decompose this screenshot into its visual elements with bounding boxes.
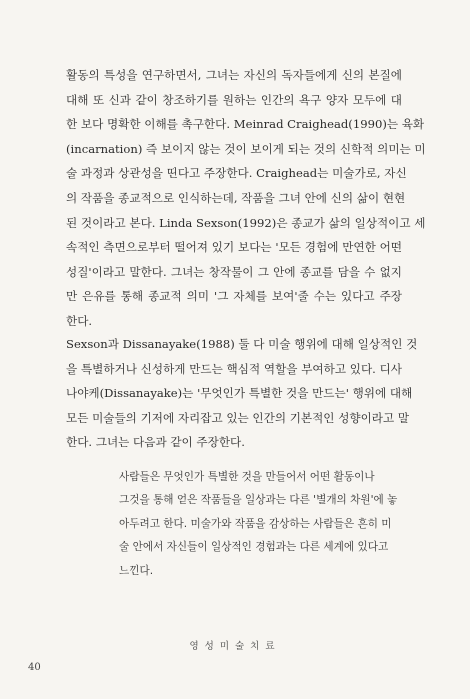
text-line: 모든 미술들의 기저에 자리잡고 있는 인간의 기본적인 성향이라고 말	[66, 410, 410, 425]
page-number: 40	[28, 662, 41, 673]
running-footer-title: 영성미술치료	[189, 641, 281, 652]
body-paragraph-2	[66, 332, 418, 455]
text-line: Sexson과 Dissanayake(1988) 둘 다 미술 행위에 대해 일상적인 것	[66, 337, 418, 351]
text-line: 한다. 그녀는 다음과 같이 주장한다.	[66, 435, 245, 450]
text-line: 한 보다 명확한 이해를 촉구한다. Meinrad Craighead(1990)는 육화	[66, 117, 425, 132]
text-line: 속적인 측면으로부터 떨어져 있기 보다는 '모든 경험에 만연한 어떤	[66, 240, 402, 255]
text-line: 나야케(Dissanayake)는 '무엇인가 특별한 것을 만드는' 행위에 대해	[66, 386, 413, 401]
body-paragraph-1	[66, 63, 426, 334]
text-line: (incarnation) 즉 보이지 않는 것이 보이게 되는 것의 신학적 의미는 미	[66, 141, 426, 156]
text-line: 을 특별하거나 신성하게 만드는 핵심적 역할을 부여하고 있다. 디사	[66, 361, 402, 376]
text-line: 만 은유를 통해 종교적 의미 '그 자체를 보여'줄 수는 있다고 주장	[66, 289, 402, 304]
text-line: 술 과정과 상관성을 띤다고 주장한다. Craighead는 미술가로, 자신	[66, 166, 407, 181]
text-line: 활동의 특성을 연구하면서, 그녀는 자신의 독자들에게 신의 본질에	[66, 68, 402, 82]
quote-line: 술 안에서 자신들이 일상적인 경험과는 다른 세계에 있다고	[119, 541, 389, 554]
block-quote	[119, 466, 398, 583]
quote-line: 사람들은 무엇인가 특별한 것을 만들어서 어떤 활동이나	[119, 471, 375, 483]
text-line: 된 것이라고 본다. Linda Sexson(1992)은 종교가 삶의 일상적이고 세	[66, 215, 426, 230]
text-line: 의 작품을 종교적으로 인식하는데, 작품을 그녀 안에 신의 삶이 현현	[66, 190, 406, 205]
text-line: 대해 또 신과 같이 창조하기를 원하는 인간의 욕구 양자 모두에 대	[66, 92, 402, 107]
quote-line: 그것을 통해 얻은 작품들을 일상과는 다른 '별개의 차원'에 놓	[119, 494, 398, 507]
quote-line: 아두려고 한다. 미술가와 작품을 감상하는 사람들은 흔히 미	[119, 517, 392, 530]
quote-line: 느낀다.	[119, 564, 154, 577]
text-line: 성질'이라고 말한다. 그녀는 창작물이 그 안에 종교를 담을 수 없지	[66, 264, 402, 279]
text-line: 한다.	[66, 313, 93, 328]
